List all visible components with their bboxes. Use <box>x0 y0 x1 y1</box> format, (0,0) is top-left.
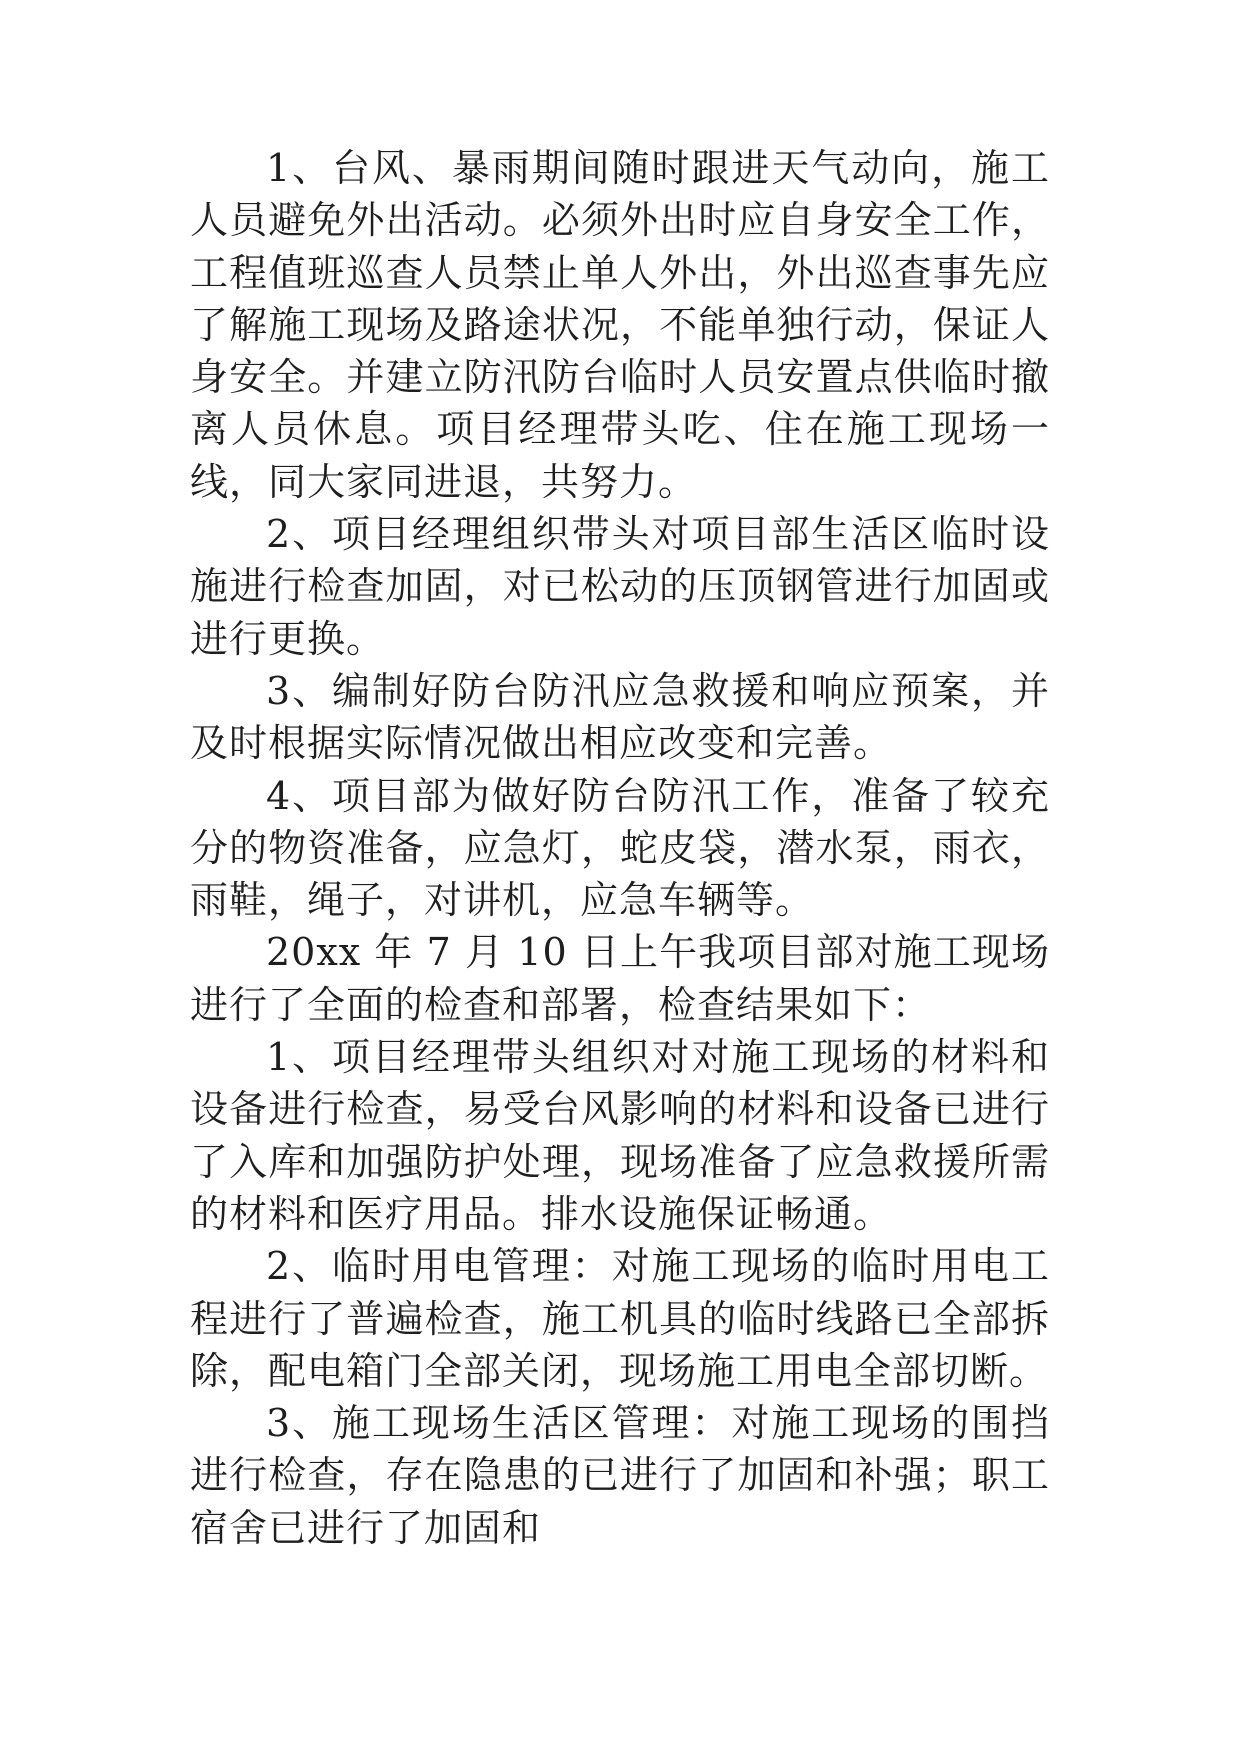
paragraph-5: 20xx 年 7 月 10 日上午我项目部对施工现场进行了全面的检查和部署，检查结果如下： <box>190 930 1050 1027</box>
paragraph-3: 3、编制好防台防汛应急救援和响应预案，并及时根据实际情况做出相应改变和完善。 <box>190 668 1050 766</box>
document-body <box>190 142 1050 1554</box>
paragraph-4: 4、项目部为做好防台防汛工作，准备了较充分的物资准备，应急灯，蛇皮袋，潜水泵，雨衣，雨鞋，绳子，对讲机，应急车辆等。 <box>190 773 1050 923</box>
paragraph-1: 1、台风、暴雨期间随时跟进天气动向，施工人员避免外出活动。必须外出时应自身安全工作，工程值班巡查人员禁止单人外出，外出巡查事先应了解施工现场及路途状况，不能单独行动，保证人身安全。并建立防汛防台临时人员安置点供临时撤离人员休息。项目经理带头吃、住在施工现场一线，同大家同进退，共努力。 <box>190 146 1050 504</box>
paragraph-8: 3、施工现场生活区管理：对施工现场的围挡进行检查，存在隐患的已进行了加固和补强；职工宿舍已进行了加固和 <box>190 1401 1050 1550</box>
paragraph-7: 2、临时用电管理：对施工现场的临时用电工程进行了普遍检查，施工机具的临时线路已全部拆除，配电箱门全部关闭，现场施工用电全部切断。 <box>190 1244 1050 1393</box>
paragraph-6: 1、项目经理带头组织对对施工现场的材料和设备进行检查，易受台风影响的材料和设备已进行了入库和加强防护处理，现场准备了应急救援所需的材料和医疗用品。排水设施保证畅通。 <box>190 1035 1050 1236</box>
paragraph-2: 2、项目经理组织带头对项目部生活区临时设施进行检查加固，对已松动的压顶钢管进行加固或进行更换。 <box>190 512 1050 661</box>
